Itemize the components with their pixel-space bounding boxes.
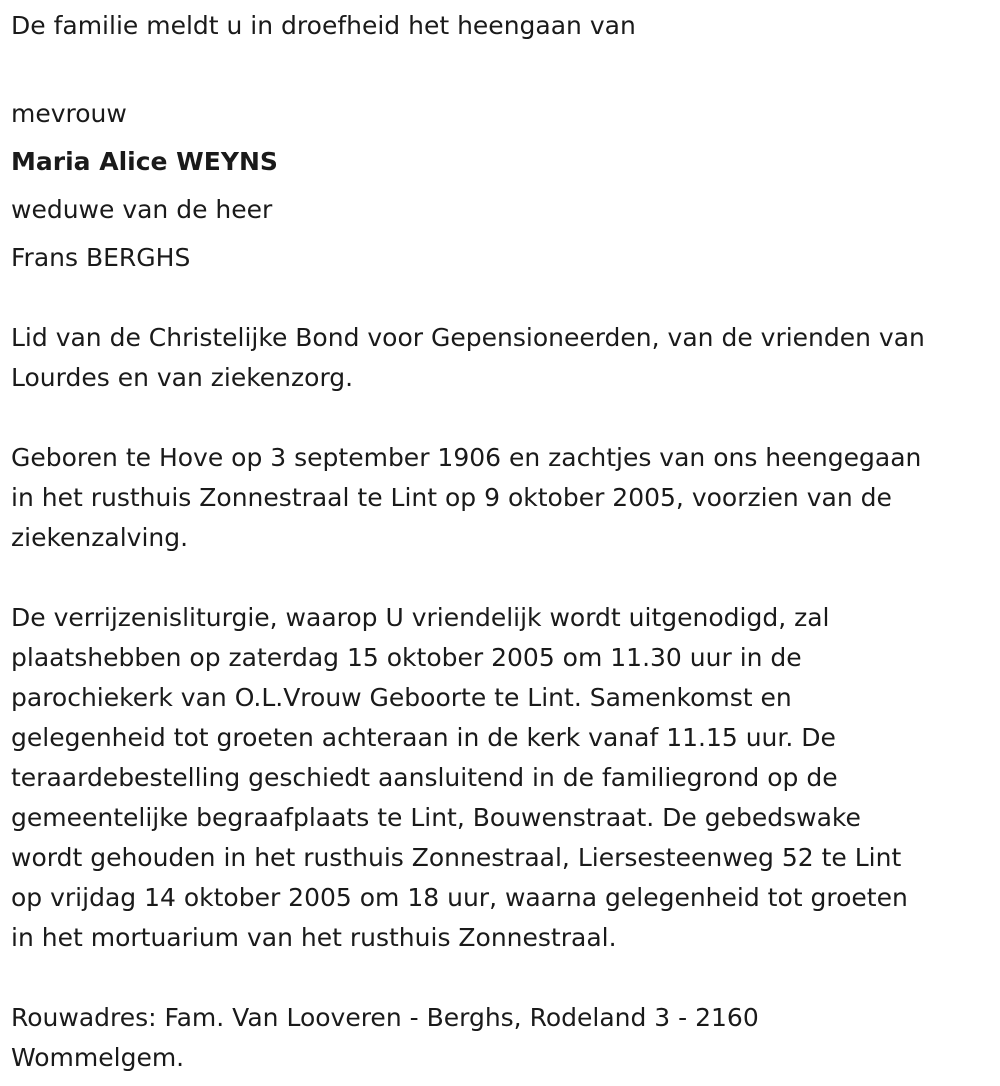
spacer xyxy=(11,46,986,54)
relation-text: weduwe van de heer xyxy=(11,195,273,224)
membership-paragraph xyxy=(11,318,986,398)
paragraph-line: Geboren te Hove op 3 september 1906 en zachtjes van ons heengegaan xyxy=(11,443,922,472)
spacer xyxy=(11,958,986,998)
paragraph-line: Wommelgem. xyxy=(11,1043,185,1072)
spouse-name: Frans BERGHS xyxy=(11,243,191,272)
spacer xyxy=(11,230,986,238)
paragraph-line: Lourdes en van ziekenzorg. xyxy=(11,363,354,392)
intro-text: De familie meldt u in droefheid het heengaan van xyxy=(11,11,636,40)
paragraph-line: plaatshebben op zaterdag 15 oktober 2005 om 11.30 uur in de xyxy=(11,643,802,672)
paragraph-line: ziekenzalving. xyxy=(11,523,189,552)
ceremony-paragraph xyxy=(11,598,986,958)
spacer xyxy=(11,398,986,438)
paragraph-line: in het mortuarium van het rusthuis Zonnestraal. xyxy=(11,923,617,952)
spacer xyxy=(11,278,986,318)
spacer xyxy=(11,182,986,190)
honorific: mevrouw xyxy=(11,99,127,128)
paragraph-line: Lid van de Christelijke Bond voor Gepensioneerden, van de vrienden van xyxy=(11,323,925,352)
paragraph-line: op vrijdag 14 oktober 2005 om 18 uur, waarna gelegenheid tot groeten xyxy=(11,883,908,912)
birth-death-paragraph xyxy=(11,438,986,558)
death-notice xyxy=(11,6,986,1078)
paragraph-line: gemeentelijke begraafplaats te Lint, Bouwenstraat. De gebedswake xyxy=(11,803,861,832)
paragraph-line: teraardebestelling geschiedt aansluitend in de familiegrond op de xyxy=(11,763,838,792)
paragraph-line: De verrijzenisliturgie, waarop U vriendelijk wordt uitgenodigd, zal xyxy=(11,603,830,632)
deceased-name: Maria Alice WEYNS xyxy=(11,147,278,176)
paragraph-line: Rouwadres: Fam. Van Looveren - Berghs, Rodeland 3 - 2160 xyxy=(11,1003,759,1032)
paragraph-line: wordt gehouden in het rusthuis Zonnestraal, Liersesteenweg 52 te Lint xyxy=(11,843,902,872)
spacer xyxy=(11,134,986,142)
paragraph-line: in het rusthuis Zonnestraal te Lint op 9 oktober 2005, voorzien van de xyxy=(11,483,892,512)
spacer xyxy=(11,558,986,598)
paragraph-line: gelegenheid tot groeten achteraan in de kerk vanaf 11.15 uur. De xyxy=(11,723,836,752)
address-paragraph xyxy=(11,998,986,1078)
spacer xyxy=(11,54,986,94)
paragraph-line: parochiekerk van O.L.Vrouw Geboorte te Lint. Samenkomst en xyxy=(11,683,792,712)
